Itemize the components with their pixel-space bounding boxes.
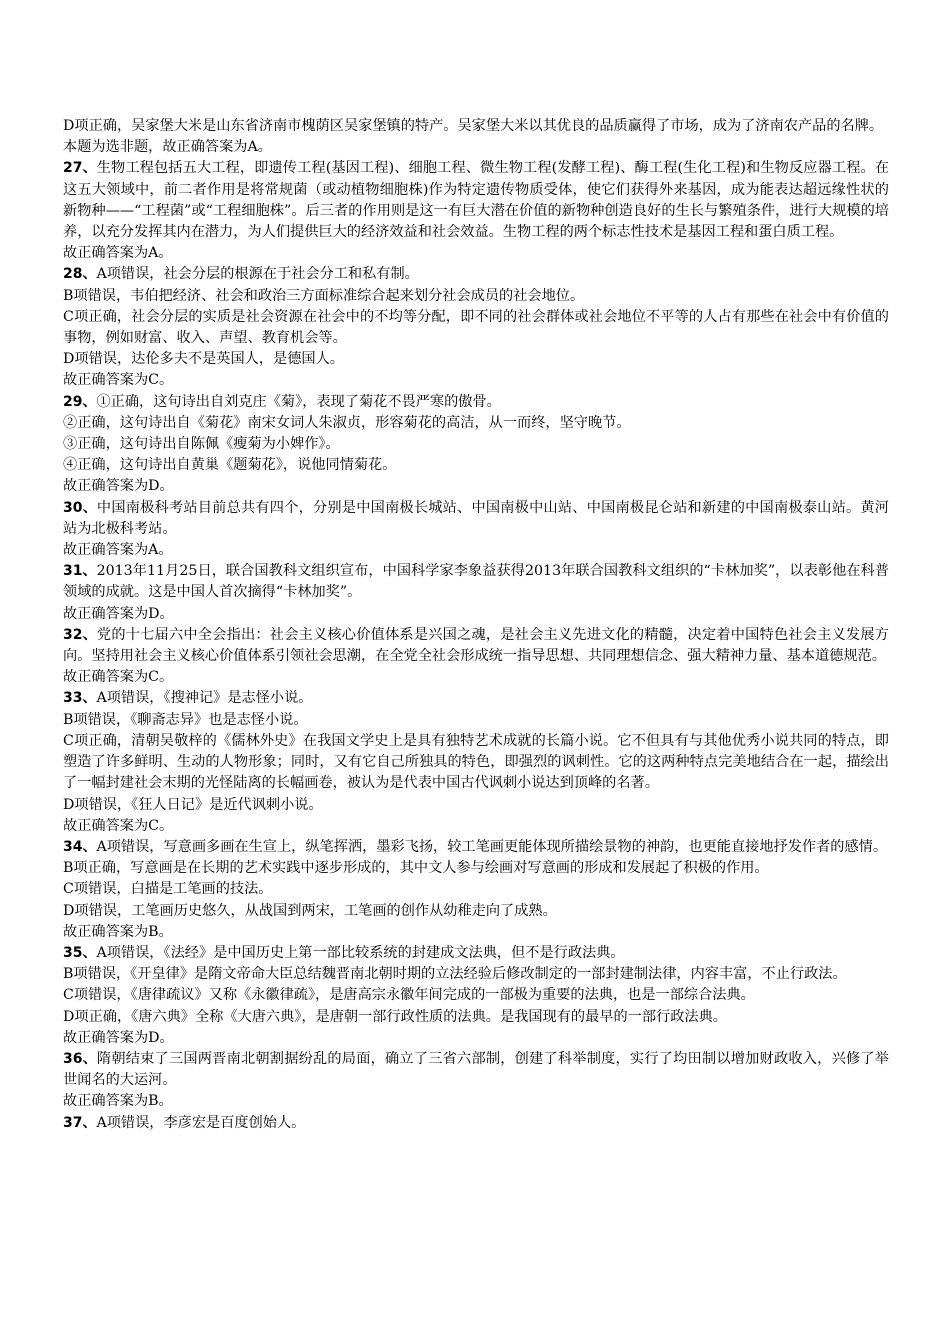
paragraph-text: C项正确，社会分层的实质是社会资源在社会中的不均等分配，即不同的社会群体或社会地位不平等的人占有那些在社会中有价值的事物，例如财富、收入、声望、教育机会等。 — [63, 308, 889, 347]
answer-paragraph — [63, 137, 889, 158]
question-number: 34、 — [63, 838, 97, 855]
paragraph-text: A项错误，《搜神记》是志怪小说。 — [96, 690, 313, 707]
question-number: 36、 — [63, 1050, 97, 1067]
question-number: 32、 — [63, 626, 97, 643]
paragraph-text: D项错误，达伦多夫不是英国人，是德国人。 — [63, 351, 344, 368]
paragraph-text: 故正确答案为C。 — [63, 817, 174, 834]
answer-paragraph — [63, 498, 889, 540]
answer-paragraph — [63, 1007, 889, 1028]
paragraph-text: D项正确，吴家堡大米是山东省济南市槐荫区吴家堡镇的特产。吴家堡大米以其优良的品质赢得了市场，成为了济南农产品的名牌。 — [63, 118, 884, 134]
answer-paragraph — [63, 392, 889, 413]
question-number: 37、 — [63, 1114, 97, 1131]
question-number: 35、 — [63, 944, 97, 961]
paragraph-text: D项正确，《唐六典》全称《大唐六典》，是唐朝一部行政性质的法典。是我国现有的最早的一部行政法典。 — [63, 1008, 727, 1025]
answer-paragraph — [63, 434, 889, 455]
paragraph-text: 中国南极科考站目前总共有四个，分别是中国南极长城站、中国南极中山站、中国南极昆仑站和新建的中国南极泰山站。黄河站为北极科考站。 — [63, 499, 889, 537]
answer-paragraph — [63, 455, 889, 476]
paragraph-text: 故正确答案为D。 — [63, 605, 174, 622]
paragraph-text: D项错误，《狂人日记》是近代讽刺小说。 — [63, 796, 323, 813]
paragraph-text: ②正确，这句诗出自《菊花》南宋女词人朱淑贞，形容菊花的高洁，从一而终，坚守晚节。 — [63, 414, 631, 431]
paragraph-text: 故正确答案为B。 — [63, 1093, 173, 1110]
paragraph-text: 隋朝结束了三国两晋南北朝割据纷乱的局面，确立了三省六部制，创建了科举制度，实行了均田制以增加财政收入，兴修了举世闻名的大运河。 — [63, 1050, 889, 1089]
answer-paragraph — [63, 922, 889, 943]
paragraph-text: B项正确，写意画是在长期的艺术实践中逐步形成的，其中文人参与绘画对写意画的形成和发展起了积极的作用。 — [63, 860, 769, 877]
paragraph-text: C项正确，清朝吴敬梓的《儒林外史》在我国文学史上是具有独特艺术成就的长篇小说。它不但具有与其他优秀小说共同的特点，即塑造了许多鲜明、生动的人物形象；同时，又有它自己所独具的特色，即强烈的讽刺性。它的这两种特点完美地结合在一起，描绘出了一幅封建社会末期的光怪陆离的长幅画卷，被认为是代表中国古代讽刺小说达到顶峰的名著。 — [63, 732, 889, 792]
answer-paragraph — [63, 667, 889, 688]
paragraph-text: C项错误，白描是工笔画的技法。 — [63, 881, 273, 898]
paragraph-text: B项错误，韦伯把经济、社会和政治三方面标准综合起来划分社会成员的社会地位。 — [63, 287, 585, 304]
answer-paragraph — [63, 816, 889, 837]
paragraph-text: 故正确答案为A。 — [63, 245, 173, 262]
paragraph-text: 故正确答案为A。 — [63, 542, 173, 559]
paragraph-text: ③正确，这句诗出自陈佩《瘦菊为小婢作》。 — [63, 436, 340, 453]
answer-explanations — [63, 116, 889, 1134]
paragraph-text: A项错误，写意画多画在生宣上，纵笔挥洒，墨彩飞扬，较工笔画更能体现所描绘景物的神韵，也更能直接地抒发作者的感情。 — [96, 838, 888, 855]
question-number: 29、 — [63, 393, 97, 410]
paragraph-text: 本题为选非题，故正确答案为A。 — [63, 139, 272, 156]
paragraph-text: 故正确答案为C。 — [63, 669, 174, 686]
answer-paragraph — [63, 1049, 889, 1091]
paragraph-text: 故正确答案为D。 — [63, 478, 174, 495]
answer-paragraph — [63, 158, 889, 243]
paragraph-text: 党的十七届六中全会指出：社会主义核心价值体系是兴国之魂，是社会主义先进文化的精髓，决定着中国特色社会主义发展方向。坚持用社会主义核心价值体系引领社会思潮，在全党全社会形成统一指导思想、共同理想信念、强大精神力量、基本道德规范。 — [63, 626, 889, 665]
answer-paragraph — [63, 476, 889, 497]
paragraph-text: C项错误，《唐律疏议》又称《永徽律疏》，是唐高宗永徽年间完成的一部极为重要的法典，也是一部综合法典。 — [63, 987, 755, 1004]
paragraph-text: 生物工程包括五大工程，即遗传工程(基因工程)、细胞工程、微生物工程(发酵工程)、酶工程(生化工程)和生物反应器工程。在这五大领域中，前二者作用是将常规菌（或动植物细胞株)作为特定遗传物质受体，使它们获得外来基因，成为能表达超远缘性状的新物种——“工程菌”或“工程细胞株”。后三者的作用则是这一有巨大潜在价值的新物种创造良好的生长与繁殖条件，进行大规模的培养，以充分发挥其内在潜力，为人们提供巨大的经济效益和社会效益。生物工程的两个标志性技术是基因工程和蛋白质工程。 — [63, 160, 890, 241]
answer-paragraph — [63, 964, 889, 985]
question-number: 31、 — [63, 563, 97, 580]
answer-paragraph — [63, 1113, 889, 1134]
answer-paragraph — [63, 837, 889, 858]
answer-paragraph — [63, 879, 889, 900]
answer-paragraph — [63, 795, 889, 816]
answer-paragraph — [63, 349, 889, 370]
answer-paragraph — [63, 688, 889, 709]
paragraph-text: 故正确答案为B。 — [63, 923, 173, 940]
question-number: 28、 — [63, 266, 97, 283]
answer-paragraph — [63, 625, 889, 667]
paragraph-text: 2013年11月25日，联合国教科文组织宣布，中国科学家李象益获得2013年联合国教科文组织的“卡林加奖”，以表彰他在科普领域的成就。这是中国人首次摘得“卡林加奖”。 — [63, 563, 890, 601]
paragraph-text: A项错误，社会分层的根源在于社会分工和私有制。 — [96, 266, 419, 283]
answer-paragraph — [63, 540, 889, 561]
answer-paragraph — [63, 370, 889, 391]
answer-paragraph — [63, 731, 889, 795]
paragraph-text: B项错误，《聊斋志异》也是志怪小说。 — [63, 711, 308, 728]
answer-paragraph — [63, 901, 889, 922]
paragraph-text: A项错误，李彦宏是百度创始人。 — [96, 1114, 306, 1131]
answer-paragraph — [63, 943, 889, 964]
question-number: 27、 — [63, 160, 97, 177]
paragraph-text: D项错误，工笔画历史悠久，从战国到两宋，工笔画的创作从幼稚走向了成熟。 — [63, 902, 557, 919]
answer-paragraph — [63, 604, 889, 625]
paragraph-text: 故正确答案为D。 — [63, 1029, 174, 1046]
answer-paragraph — [63, 1091, 889, 1112]
answer-paragraph — [63, 561, 889, 603]
question-number: 33、 — [63, 690, 97, 707]
paragraph-text: B项错误，《开皇律》是隋文帝命大臣总结魏晋南北朝时期的立法经验后修改制定的一部封建制法律，内容丰富，不止行政法。 — [63, 966, 847, 983]
answer-paragraph — [63, 307, 889, 349]
paragraph-text: ④正确，这句诗出自黄巢《题菊花》，说他同情菊花。 — [63, 457, 397, 474]
answer-paragraph — [63, 858, 889, 879]
answer-paragraph — [63, 264, 889, 285]
answer-paragraph — [63, 985, 889, 1006]
answer-paragraph — [63, 1028, 889, 1049]
answer-paragraph — [63, 413, 889, 434]
answer-paragraph — [63, 116, 889, 137]
paragraph-text: 故正确答案为C。 — [63, 372, 174, 389]
paragraph-text: ①正确，这句诗出自刘克庄《菊》，表现了菊花不畏严寒的傲骨。 — [96, 393, 501, 410]
answer-paragraph — [63, 243, 889, 264]
paragraph-text: A项错误，《法经》是中国历史上第一部比较系统的封建成文法典，但不是行政法典。 — [96, 944, 625, 961]
question-number: 30、 — [63, 499, 97, 516]
answer-paragraph — [63, 710, 889, 731]
answer-paragraph — [63, 286, 889, 307]
